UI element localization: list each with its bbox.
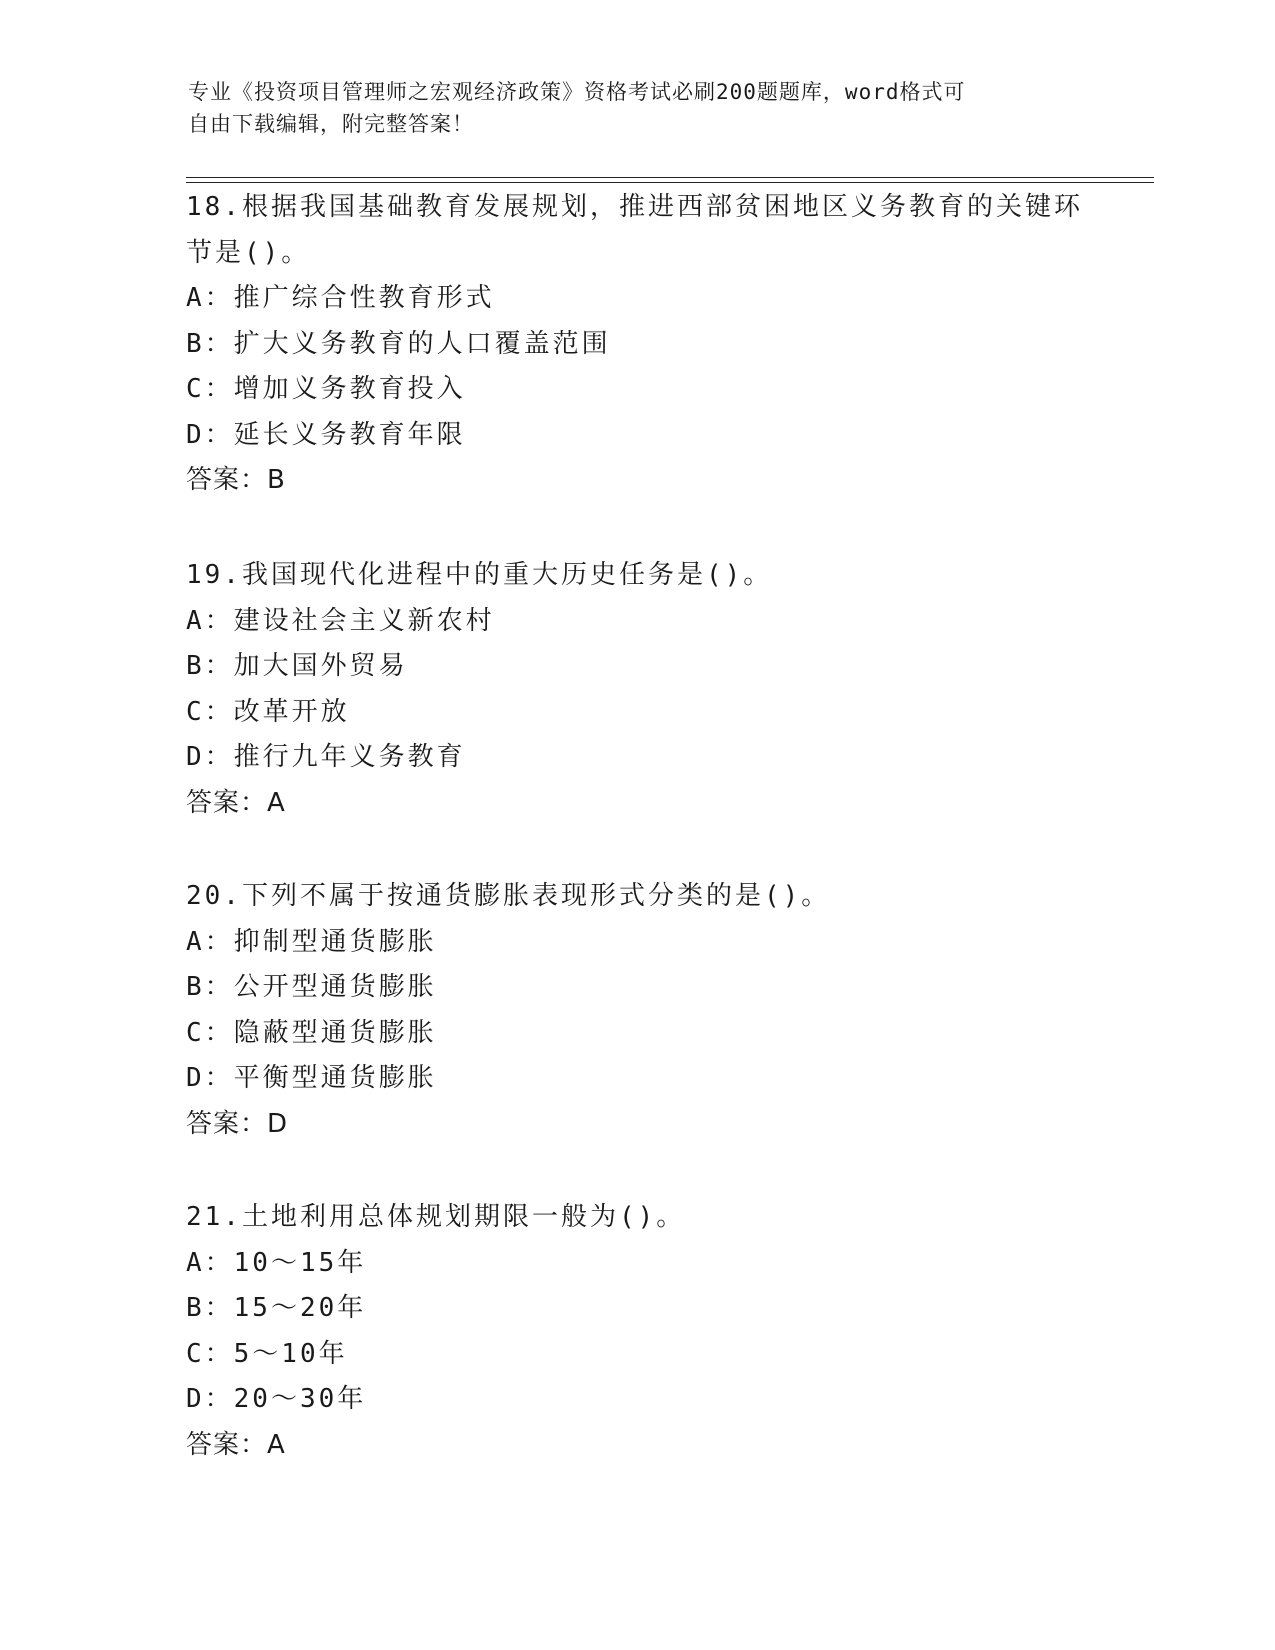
document-header [188, 76, 1088, 140]
question-stem: 19.我国现代化进程中的重大历史任务是()。 [186, 560, 773, 590]
option-d: D：20～30年 [186, 1384, 367, 1414]
answer: 答案：B [186, 465, 286, 495]
option-a: A：建设社会主义新农村 [186, 605, 495, 636]
question-stem-continued: 节是()。 [186, 237, 311, 268]
option-d: D：平衡型通货膨胀 [186, 1063, 437, 1093]
option-a: A：抑制型通货膨胀 [186, 926, 437, 957]
option-d: D：推行九年义务教育 [186, 742, 466, 772]
option-a: A：10～15年 [186, 1247, 367, 1278]
option-b: B：15～20年 [186, 1293, 367, 1323]
option-a: A：推广综合性教育形式 [186, 283, 495, 313]
question-stem: 21.土地利用总体规划期限一般为()。 [186, 1202, 686, 1232]
option-c: C：隐蔽型通货膨胀 [186, 1017, 437, 1048]
option-c: C：改革开放 [186, 696, 350, 727]
answer: 答案：A [186, 1429, 286, 1460]
question-stem: 20.下列不属于按通货膨胀表现形式分类的是()。 [186, 881, 831, 911]
header-divider-bottom [186, 182, 1154, 183]
option-b: B：加大国外贸易 [186, 651, 408, 681]
answer: 答案：A [186, 787, 286, 818]
question-21 [186, 1195, 1086, 1468]
option-d: D：延长义务教育年限 [186, 419, 466, 450]
question-18 [186, 185, 1086, 504]
question-stem: 18.根据我国基础教育发展规划，推进西部贫困地区义务教育的关键环 [186, 192, 1083, 222]
question-19 [186, 553, 1086, 826]
header-divider-top [186, 177, 1154, 178]
option-b: B：扩大义务教育的人口覆盖范围 [186, 328, 611, 359]
header-line-1: 专业《投资项目管理师之宏观经济政策》资格考试必刷200题题库，word格式可 [188, 80, 966, 104]
option-b: B：公开型通货膨胀 [186, 972, 437, 1002]
option-c: C：5～10年 [186, 1338, 348, 1369]
option-c: C：增加义务教育投入 [186, 374, 466, 404]
question-20 [186, 874, 1086, 1147]
header-line-2: 自由下载编辑，附完整答案！ [188, 112, 474, 136]
answer: 答案：D [186, 1108, 289, 1139]
